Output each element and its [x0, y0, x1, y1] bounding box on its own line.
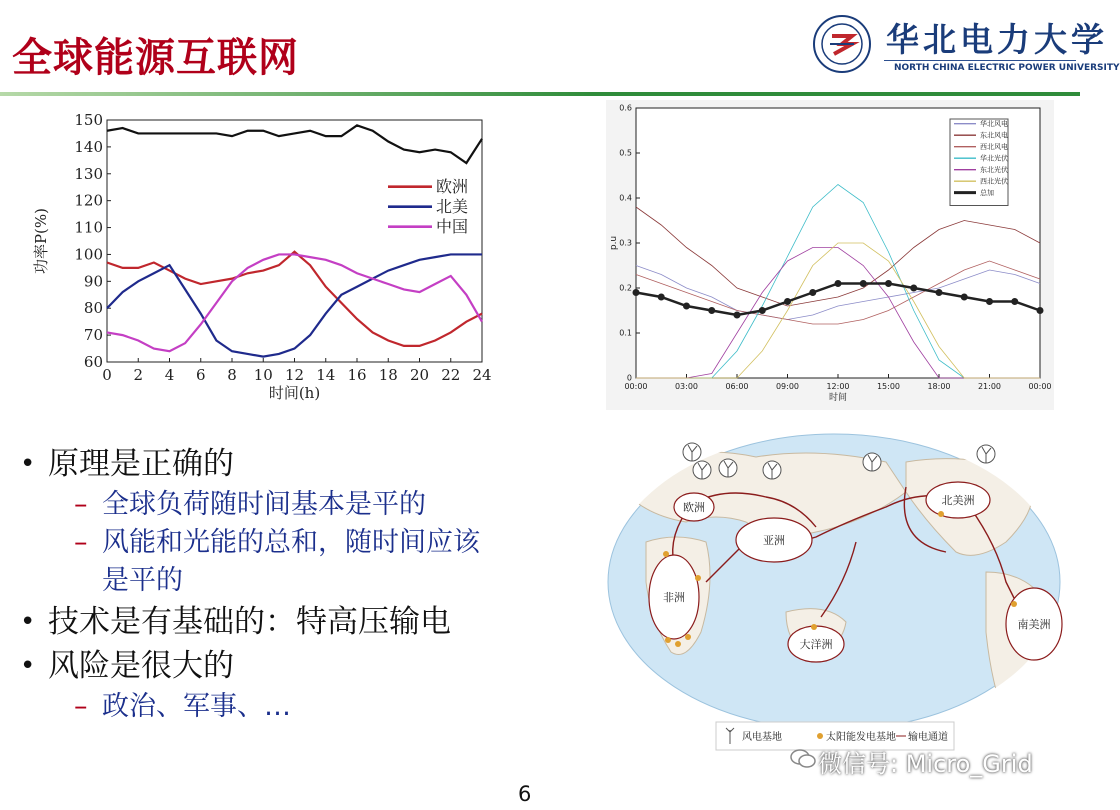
y-tick-label: 130: [74, 164, 103, 183]
sun-icon: [817, 733, 823, 739]
university-logo: [812, 14, 872, 74]
bullet-dot-icon: •: [20, 449, 36, 479]
plot-frame: [107, 120, 482, 362]
x-axis-label: 时间(h): [268, 384, 321, 402]
series-point: [860, 280, 867, 287]
y-tick-label: 90: [83, 272, 103, 291]
sub-bullet-item: – 政治、军事、…: [18, 688, 598, 726]
university-name-en: NORTH CHINA ELECTRIC POWER UNIVERSITY: [894, 63, 1120, 73]
y-tick-label: 150: [74, 111, 103, 129]
dash-icon: –: [74, 691, 88, 722]
region-label-asia: 亚洲: [763, 534, 785, 547]
x-tick-label: 6: [195, 366, 206, 384]
series-point: [835, 280, 842, 287]
bullet-dot-icon: •: [20, 607, 36, 637]
x-tick-label: 12: [284, 366, 305, 384]
series-point: [734, 312, 741, 319]
bullet-dot-icon: •: [20, 651, 36, 681]
page-title: 全球能源互联网: [12, 34, 299, 81]
x-tick-label: 00:00: [1028, 382, 1052, 391]
y-axis-label: p.u: [609, 235, 619, 251]
region-label-europe: 欧洲: [683, 501, 705, 514]
series-point: [885, 280, 892, 287]
world-grid-map: [606, 432, 1062, 750]
x-tick-label: 2: [133, 366, 144, 384]
series-point: [1037, 307, 1044, 314]
dash-icon: –: [74, 489, 88, 520]
bullet-item: • 原理是正确的: [18, 442, 598, 486]
x-tick-label: 20: [409, 366, 430, 384]
x-tick-label: 8: [227, 366, 237, 384]
legend-label: 东北光伏: [980, 166, 1008, 174]
bullet-item: • 技术是有基础的：特高压输电: [18, 600, 598, 644]
bullet-item: • 风险是很大的: [18, 644, 598, 688]
x-tick-label: 09:00: [775, 382, 800, 391]
legend-wind-base: 风电基地: [742, 732, 782, 743]
region-label-oceania: 大洋洲: [799, 638, 833, 651]
y-tick-label: 0.4: [619, 193, 632, 203]
sub-bullet-item: – 全球负荷随时间基本是平的: [18, 486, 598, 524]
legend-label: 东北风电: [980, 131, 1008, 140]
series-point: [658, 294, 665, 301]
university-name-cn: 华北电力大学: [886, 20, 1108, 59]
x-tick-label: 14: [316, 366, 336, 384]
sub-bullet-item: – 风能和光能的总和，随时间应该: [18, 524, 598, 562]
load-curve-chart: [30, 100, 510, 420]
x-tick-label: 03:00: [674, 382, 699, 391]
series-point: [683, 303, 690, 310]
legend-label: 华北风电: [980, 120, 1008, 128]
legend-transmission: 输电通道: [908, 732, 948, 743]
wind-turbine-icon: [977, 445, 995, 463]
page-number: 6: [518, 782, 532, 806]
series-point: [936, 289, 943, 296]
bullet-list: [18, 442, 598, 726]
y-tick-label: 0.3: [619, 238, 632, 248]
region-label-africa: 非洲: [663, 591, 685, 604]
legend-label: 西北风电: [980, 143, 1008, 151]
wind-turbine-icon: [763, 461, 781, 479]
legend-solar-base: 太阳能发电基地: [826, 732, 896, 743]
y-tick-label: 140: [74, 137, 103, 156]
region-label-south-america: 南美洲: [1017, 618, 1051, 631]
x-tick-label: 0: [102, 366, 112, 384]
series-point: [1011, 298, 1018, 305]
legend-label: 华北光伏: [980, 154, 1008, 163]
x-tick-label: 22: [441, 366, 461, 384]
series-point: [784, 298, 791, 305]
legend-label: 中国: [436, 217, 469, 236]
y-tick-label: 110: [74, 218, 103, 237]
y-tick-label: 0.6: [619, 103, 632, 113]
watermark: 微信号: Micro_Grid: [818, 750, 1033, 778]
y-tick-label: 0: [626, 373, 632, 383]
x-tick-label: 18: [378, 366, 398, 384]
y-tick-label: 60: [83, 353, 103, 371]
y-tick-label: 120: [74, 191, 103, 210]
series-point: [910, 285, 917, 292]
x-tick-label: 16: [347, 366, 367, 384]
series-point: [633, 289, 640, 296]
header-rule: [0, 92, 1080, 96]
wechat-icon: [790, 748, 816, 770]
series-point: [708, 307, 715, 314]
x-tick-label: 00:00: [624, 382, 648, 391]
y-axis-label: 功率P(%): [32, 207, 50, 275]
wind-turbine-icon: [693, 461, 711, 479]
wind-turbine-icon: [683, 443, 701, 461]
y-tick-label: 0.1: [619, 328, 632, 338]
legend-label: 西北光伏: [980, 177, 1008, 186]
x-axis-label: 时间: [828, 393, 848, 403]
x-tick-label: 12:00: [826, 382, 850, 391]
x-tick-label: 15:00: [876, 382, 901, 391]
series-point: [961, 294, 968, 301]
x-tick-label: 18:00: [927, 382, 951, 391]
series-point: [759, 307, 766, 314]
dash-icon: –: [74, 527, 88, 558]
series-point: [986, 298, 993, 305]
legend-label: 欧洲: [436, 177, 469, 196]
x-tick-label: 10: [253, 366, 273, 384]
x-tick-label: 06:00: [725, 382, 749, 391]
y-tick-label: 0.5: [619, 148, 632, 158]
sub-bullet-continuation: 是平的: [102, 565, 183, 596]
wind-turbine-icon: [719, 459, 737, 477]
y-tick-label: 70: [83, 326, 103, 345]
header-divider: [884, 60, 1076, 61]
region-label-north-america: 北美洲: [941, 494, 975, 507]
x-tick-label: 24: [472, 366, 492, 384]
x-tick-label: 21:00: [977, 382, 1002, 391]
x-tick-label: 4: [164, 366, 175, 384]
wind-turbine-icon: [863, 453, 881, 471]
y-tick-label: 80: [83, 299, 103, 318]
renewable-output-chart: [606, 100, 1054, 410]
y-tick-label: 100: [74, 245, 103, 264]
legend-label: 总加: [980, 189, 994, 197]
legend-label: 北美: [436, 197, 469, 216]
y-tick-label: 0.2: [619, 283, 632, 293]
series-point: [809, 289, 816, 296]
